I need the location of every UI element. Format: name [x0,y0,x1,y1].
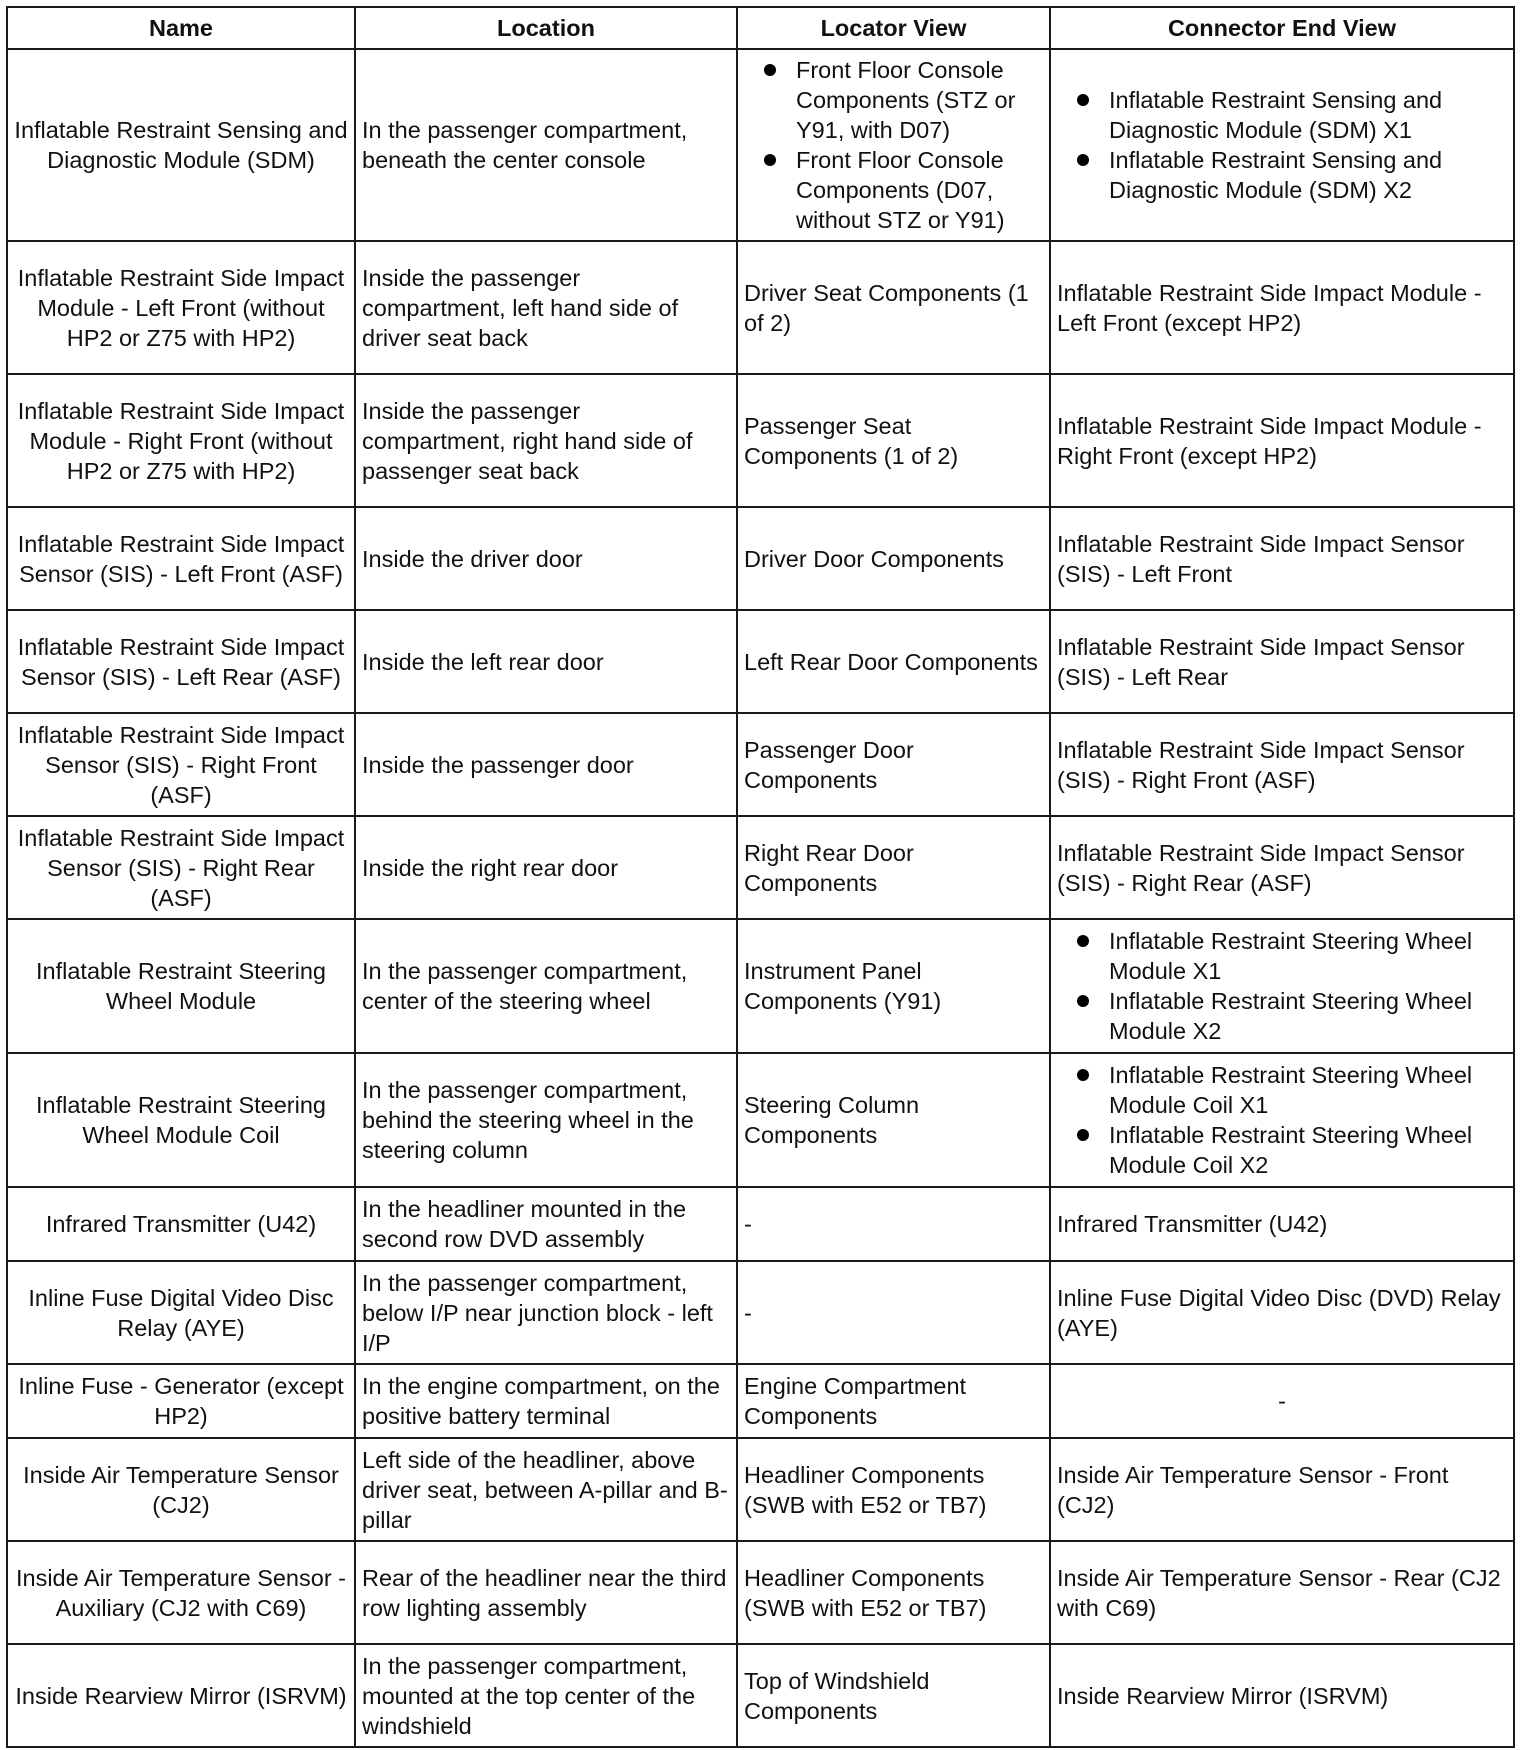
cell-name: Inflatable Restraint Steering Wheel Module Coil [7,1053,355,1187]
cell-connector-end-view [1050,1053,1514,1187]
header-name: Name [7,7,355,49]
component-location-table [6,6,1515,1748]
cell-name: Inline Fuse Digital Video Disc Relay (AYE) [7,1261,355,1364]
table-row [7,919,1514,1053]
connector-end-view-link[interactable]: Infrared Transmitter (U42) [1050,1187,1514,1261]
cell-location: In the headliner mounted in the second row DVD assembly [355,1187,737,1261]
cell-connector-end-view [1050,919,1514,1053]
locator-view-list [744,55,1043,235]
cell-name: Inflatable Restraint Side Impact Sensor (SIS) - Right Front (ASF) [7,713,355,816]
cell-location: Inside the passenger compartment, left hand side of driver seat back [355,241,737,374]
locator-view-link[interactable]: Front Floor Console Components (STZ or Y91, with D07) [744,55,1043,145]
locator-view-link[interactable]: Passenger Door Components [737,713,1050,816]
cell-name: Inflatable Restraint Sensing and Diagnostic Module (SDM) [7,49,355,241]
connector-end-view-list [1057,1060,1507,1180]
cell-connector-end-view: - [1050,1364,1514,1438]
table-row [7,1438,1514,1541]
connector-end-view-link[interactable]: Inflatable Restraint Sensing and Diagnostic Module (SDM) X1 [1057,85,1507,145]
cell-name: Inside Rearview Mirror (ISRVM) [7,1644,355,1747]
connector-end-view-link[interactable]: Inside Air Temperature Sensor - Rear (CJ2 with C69) [1050,1541,1514,1644]
locator-view-link[interactable]: Instrument Panel Components (Y91) [737,919,1050,1053]
connector-end-view-link[interactable]: Inflatable Restraint Sensing and Diagnostic Module (SDM) X2 [1057,145,1507,205]
cell-location: In the passenger compartment, below I/P near junction block - left I/P [355,1261,737,1364]
table-row [7,1364,1514,1438]
cell-name: Inflatable Restraint Side Impact Sensor (SIS) - Left Front (ASF) [7,507,355,610]
table-row [7,49,1514,241]
locator-view-link[interactable]: Passenger Seat Components (1 of 2) [737,374,1050,507]
table-row [7,1644,1514,1747]
cell-name: Inflatable Restraint Steering Wheel Module [7,919,355,1053]
cell-locator-view [737,49,1050,241]
cell-location: Left side of the headliner, above driver seat, between A-pillar and B-pillar [355,1438,737,1541]
cell-connector-end-view [1050,49,1514,241]
connector-end-view-list [1057,85,1507,205]
locator-view-link[interactable]: Front Floor Console Components (D07, without STZ or Y91) [744,145,1043,235]
locator-view-link[interactable]: Headliner Components (SWB with E52 or TB7) [737,1541,1050,1644]
header-location: Location [355,7,737,49]
cell-location: Inside the right rear door [355,816,737,919]
locator-view-link[interactable]: Driver Door Components [737,507,1050,610]
cell-location: Rear of the headliner near the third row lighting assembly [355,1541,737,1644]
cell-location: In the engine compartment, on the positive battery terminal [355,1364,737,1438]
locator-view-link[interactable]: Left Rear Door Components [737,610,1050,713]
connector-end-view-link[interactable]: Inline Fuse Digital Video Disc (DVD) Relay (AYE) [1050,1261,1514,1364]
locator-view-link[interactable]: Engine Compartment Components [737,1364,1050,1438]
header-connector-end-view: Connector End View [1050,7,1514,49]
header-locator-view: Locator View [737,7,1050,49]
connector-end-view-link[interactable]: Inflatable Restraint Side Impact Module - Left Front (except HP2) [1050,241,1514,374]
table-row [7,374,1514,507]
cell-location: In the passenger compartment, mounted at the top center of the windshield [355,1644,737,1747]
cell-name: Inside Air Temperature Sensor - Auxiliary (CJ2 with C69) [7,1541,355,1644]
connector-end-view-link[interactable]: Inflatable Restraint Steering Wheel Module Coil X2 [1057,1120,1507,1180]
cell-location: Inside the left rear door [355,610,737,713]
connector-end-view-link[interactable]: Inflatable Restraint Side Impact Sensor (SIS) - Right Front (ASF) [1050,713,1514,816]
cell-name: Inflatable Restraint Side Impact Module - Left Front (without HP2 or Z75 with HP2) [7,241,355,374]
cell-location: Inside the passenger compartment, right hand side of passenger seat back [355,374,737,507]
locator-view-link[interactable]: Driver Seat Components (1 of 2) [737,241,1050,374]
cell-name: Inside Air Temperature Sensor (CJ2) [7,1438,355,1541]
connector-end-view-link[interactable]: Inflatable Restraint Side Impact Module - Right Front (except HP2) [1050,374,1514,507]
table-row [7,507,1514,610]
header-row [7,7,1514,49]
locator-view-link[interactable]: Steering Column Components [737,1053,1050,1187]
table-row [7,1053,1514,1187]
cell-location: In the passenger compartment, behind the steering wheel in the steering column [355,1053,737,1187]
table-row [7,241,1514,374]
connector-end-view-link[interactable]: Inflatable Restraint Side Impact Sensor (SIS) - Right Rear (ASF) [1050,816,1514,919]
cell-name: Inline Fuse - Generator (except HP2) [7,1364,355,1438]
table-row [7,1187,1514,1261]
cell-name: Infrared Transmitter (U42) [7,1187,355,1261]
cell-locator-view: - [737,1261,1050,1364]
connector-end-view-link[interactable]: Inflatable Restraint Steering Wheel Module X2 [1057,986,1507,1046]
cell-location: In the passenger compartment, center of the steering wheel [355,919,737,1053]
cell-name: Inflatable Restraint Side Impact Sensor (SIS) - Left Rear (ASF) [7,610,355,713]
cell-name: Inflatable Restraint Side Impact Module - Right Front (without HP2 or Z75 with HP2) [7,374,355,507]
table-row [7,816,1514,919]
connector-end-view-link[interactable]: Inside Rearview Mirror (ISRVM) [1050,1644,1514,1747]
locator-view-link[interactable]: Headliner Components (SWB with E52 or TB7) [737,1438,1050,1541]
connector-end-view-list [1057,926,1507,1046]
table-row [7,610,1514,713]
connector-end-view-link[interactable]: Inflatable Restraint Steering Wheel Module Coil X1 [1057,1060,1507,1120]
connector-end-view-link[interactable]: Inside Air Temperature Sensor - Front (CJ2) [1050,1438,1514,1541]
cell-location: Inside the passenger door [355,713,737,816]
table-row [7,1261,1514,1364]
locator-view-link[interactable]: Right Rear Door Components [737,816,1050,919]
connector-end-view-link[interactable]: Inflatable Restraint Side Impact Sensor (SIS) - Left Front [1050,507,1514,610]
table-row [7,713,1514,816]
cell-name: Inflatable Restraint Side Impact Sensor (SIS) - Right Rear (ASF) [7,816,355,919]
cell-locator-view: - [737,1187,1050,1261]
connector-end-view-link[interactable]: Inflatable Restraint Steering Wheel Module X1 [1057,926,1507,986]
table-row [7,1541,1514,1644]
connector-end-view-link[interactable]: Inflatable Restraint Side Impact Sensor (SIS) - Left Rear [1050,610,1514,713]
locator-view-link[interactable]: Top of Windshield Components [737,1644,1050,1747]
cell-location: Inside the driver door [355,507,737,610]
cell-location: In the passenger compartment, beneath the center console [355,49,737,241]
